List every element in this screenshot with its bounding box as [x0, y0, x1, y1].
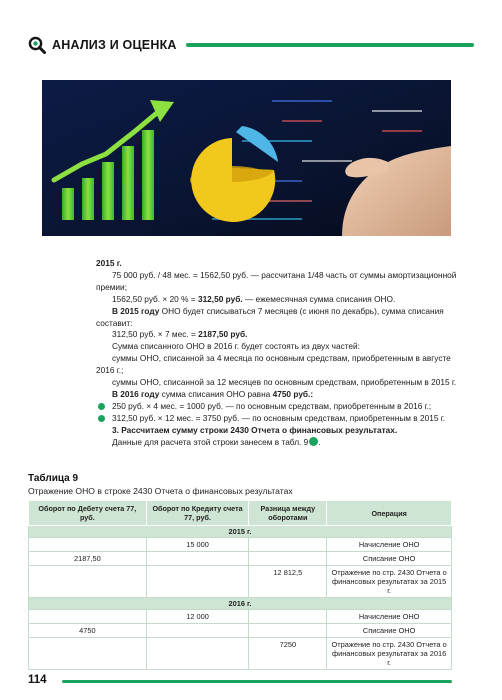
table-cell	[249, 538, 327, 552]
table-row	[29, 552, 452, 566]
finance-chart-illustration	[42, 80, 451, 236]
table-cell	[249, 624, 327, 638]
table-row	[29, 624, 452, 638]
section-header	[28, 36, 474, 54]
table-cell	[29, 638, 147, 670]
paragraph: суммы ОНО, списанной за 4 месяца по основным средствам, приобретенным в августе 2016 г.;	[96, 353, 451, 376]
table-cell	[249, 610, 327, 624]
year-label: 2016 г.	[29, 598, 452, 610]
bullet-dot-icon	[98, 415, 105, 422]
step-heading: 3. Рассчитаем сумму строки 2430 Отчета о финансовых результатах.	[112, 424, 398, 435]
paragraph: В 2015 году ОНО будет списываться 7 месяцев (с июня по декабрь), сумма списания составит:	[96, 305, 444, 328]
header-accent-bar	[186, 43, 474, 47]
table-row	[29, 566, 452, 598]
table-cell: 2187,50	[29, 552, 147, 566]
table-cell: Отражение по стр. 2430 Отчета о финансовых результатах за 2016 г.	[327, 638, 452, 670]
reference-icon	[309, 437, 318, 446]
table-cell: Отражение по стр. 2430 Отчета о финансовых результатах за 2015 г.	[327, 566, 452, 598]
table-cell	[146, 638, 249, 670]
table-cell	[29, 610, 147, 624]
table-cell	[146, 552, 249, 566]
table-cell: 4750	[29, 624, 147, 638]
finance-chart-photo	[42, 80, 451, 236]
paragraph: 312,50 руб. × 7 мес. = 2187,50 руб.	[112, 329, 248, 340]
table-cell	[29, 538, 147, 552]
column-header: Оборот по Дебету счета 77, руб.	[29, 501, 147, 526]
column-header: Разница между оборотами	[249, 501, 327, 526]
table-cell: Списание ОНО	[327, 552, 452, 566]
year-row	[29, 598, 452, 610]
data-table	[28, 500, 452, 670]
table-cell: Начисление ОНО	[327, 610, 452, 624]
paragraph: суммы ОНО, списанной за 12 месяцев по основным средствам, приобретенным в 2015 г.	[112, 377, 457, 388]
table-cell: 7250	[249, 638, 327, 670]
bullet-item: 250 руб. × 4 мес. = 1000 руб. — по основным средствам, приобретенным в 2016 г.;	[96, 401, 458, 413]
year-heading: 2015 г.	[96, 258, 122, 268]
table-header-row	[29, 501, 452, 526]
paragraph: В 2016 году сумма списания ОНО равна 4750 руб.:	[112, 388, 314, 399]
table-cell: 12 000	[146, 610, 249, 624]
table-row	[29, 610, 452, 624]
paragraph: Сумма списанного ОНО в 2016 г. будет состоять из двух частей:	[112, 341, 360, 352]
table-cell: Списание ОНО	[327, 624, 452, 638]
column-header: Операция	[327, 501, 452, 526]
table-cell	[146, 566, 249, 598]
bullet-item: 312,50 руб. × 12 мес. = 3750 руб. — по основным средствам, приобретенным в 2015 г.	[96, 413, 458, 425]
body-text	[96, 258, 458, 449]
column-header: Оборот по Кредиту счета 77, руб.	[146, 501, 249, 526]
table-cell: 15 000	[146, 538, 249, 552]
paragraph: 75 000 руб. / 48 мес. = 1562,50 руб. — рассчитана 1/48 часть от суммы амортизационной премии;	[96, 269, 457, 292]
table-cell	[249, 552, 327, 566]
footer-accent-bar	[62, 680, 452, 683]
year-row	[29, 526, 452, 538]
table-number: Таблица 9	[28, 473, 79, 484]
table-title: Отражение ОНО в строке 2430 Отчета о финансовых результатах	[28, 486, 293, 496]
year-label: 2015 г.	[29, 526, 452, 538]
table-cell	[146, 624, 249, 638]
table-cell	[29, 566, 147, 598]
table-row	[29, 538, 452, 552]
table-cell: Начисление ОНО	[327, 538, 452, 552]
magnifier-icon	[28, 36, 46, 54]
page-number: 114	[28, 674, 47, 686]
table-caption	[28, 472, 293, 497]
paragraph: Данные для расчета этой строки занесем в табл. 9 .	[112, 436, 321, 447]
paragraph: 1562,50 руб. × 20 % = 312,50 руб. — ежемесячная сумма списания ОНО.	[112, 293, 396, 304]
table-row	[29, 638, 452, 670]
section-title: АНАЛИЗ И ОЦЕНКА	[52, 38, 177, 52]
table-cell: 12 812,5	[249, 566, 327, 598]
bullet-dot-icon	[98, 403, 105, 410]
